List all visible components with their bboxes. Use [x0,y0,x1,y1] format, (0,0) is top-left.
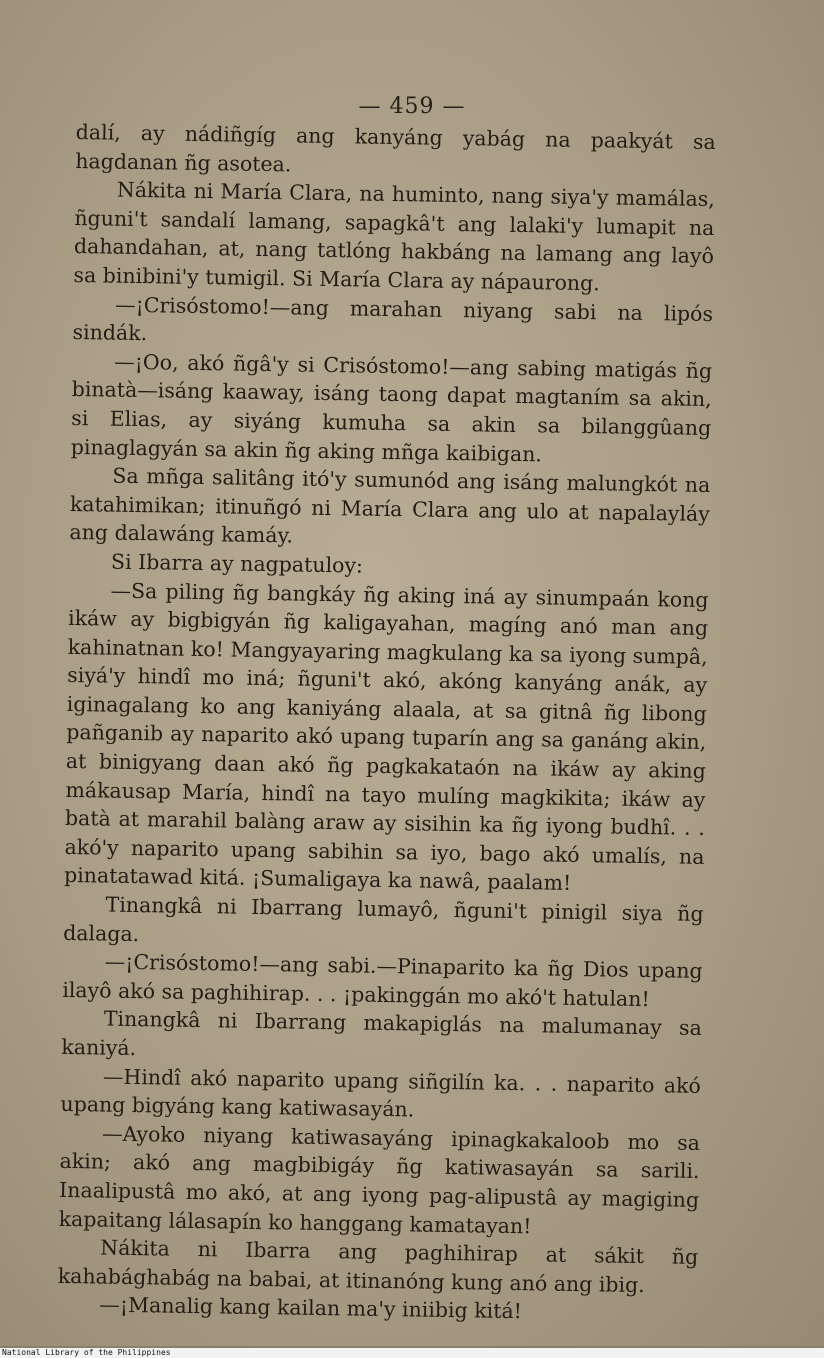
paragraph: —¡Crisóstomo!—ang marahan niyang sabi na lipós sindák. [72,292,714,346]
paragraph: —Ayoko niyang katiwasayáng ipinagkakaloob mo sa akin; akó ang magbibigáy ñg katiwasayán sa sarili. Inaalipustâ mo akó, at ang iyong pag-alipustâ ay magiging kapaitang lálasapín ko hanggang kamatayan! [58,1121,701,1238]
paragraph: Tinangkâ ni Ibarrang makapiglás na malumanay sa kaniyá. [61,1006,702,1061]
body-text [57,118,716,1329]
paragraph: Nákita ni Ibarra ang paghihirap at sákit ñg kahabághabág na babai, at itinanóng kung anó ang ibig. [57,1235,699,1297]
paragraph: —Hindî akó naparito upang siñgilín ka. . . naparito akó upang bigyáng kang katiwasayán. [60,1064,702,1122]
paragraph: Nákita ni María Clara, na huminto, nang siya'y mamálas, ñguni't sandalí lamang, sapagkâ't ang lalaki'y lumapit na dahandahan, at, nang tatlóng hakbáng na lamang ang layô sa binibini'y tumigil. Si María Clara ay nápaurong. [73,177,715,296]
paragraph: —¡Oo, akó ñgâ'y si Crisóstomo!—ang sabing matigás ñg binatà—isáng kaaway, isáng taong dapat magtaním sa akin, si Elias, ay siyáng kumuha sa akin sa bilanggûang pinaglagyán sa akin ñg aking mñga kaibigan. [70,349,713,466]
paragraph: —¡Manalig kang kailan ma'y iniibig kitá! [99,1292,523,1324]
paragraph: Sa mñga salitâng itó'y sumunód ang isáng malungkót na katahimikan; itinuñgó ni María Clara ang ulo at napalayláy ang dalawáng kamáy. [69,463,711,548]
paragraph: —Sa piling ñg bangkáy ñg aking iná ay sinumpaán kong ikáw ay bigbigyán ñg kaligayahan, magíng anó man ang kahinatnan ko! Mangyayaring magkulang ka sa iyong sumpâ, siyá'y hindî mo iná; ñguni't akó, akóng kanyáng anák, ay iginagalang ko ang kaniyáng alaala, at sa gitnâ ñg libong pañganib ay naparito akó upang tuparín ang sa ganáng akin, at binigyang daan akó ñg pagkakataón na ikáw ay aking mákausap María, hindî na tayo mulíng magkikita; ikáw ay batà at marahil balàng araw ay sisihin ka ñg iyong budhî. . . akó'y naparito upang sabihin sa iyo, bago akó umalís, na pinatatawad kitá. ¡Sumaligaya ka nawâ, paalam! [63,578,709,896]
library-footer: National Library of the Philippines [0,1348,824,1358]
paragraph: —¡Crisóstomo!—ang sabi.—Pinaparito ka ñg Dios upang ilayô akó sa paghihirap. . . ¡pakinggán mo akó't hatulan! [62,949,703,1011]
paragraph: Tinangkâ ni Ibarrang lumayô, ñguni't pinigil siya ñg dalaga. [63,892,704,946]
paragraph: dalí, ay nádiñgíg ang kanyáng yabág na paakyát sa hagdanan ñg asotea. [75,119,716,176]
paragraph: Si Ibarra ay nagpatuloy: [110,549,364,578]
page-number: — 459 — [358,94,466,119]
